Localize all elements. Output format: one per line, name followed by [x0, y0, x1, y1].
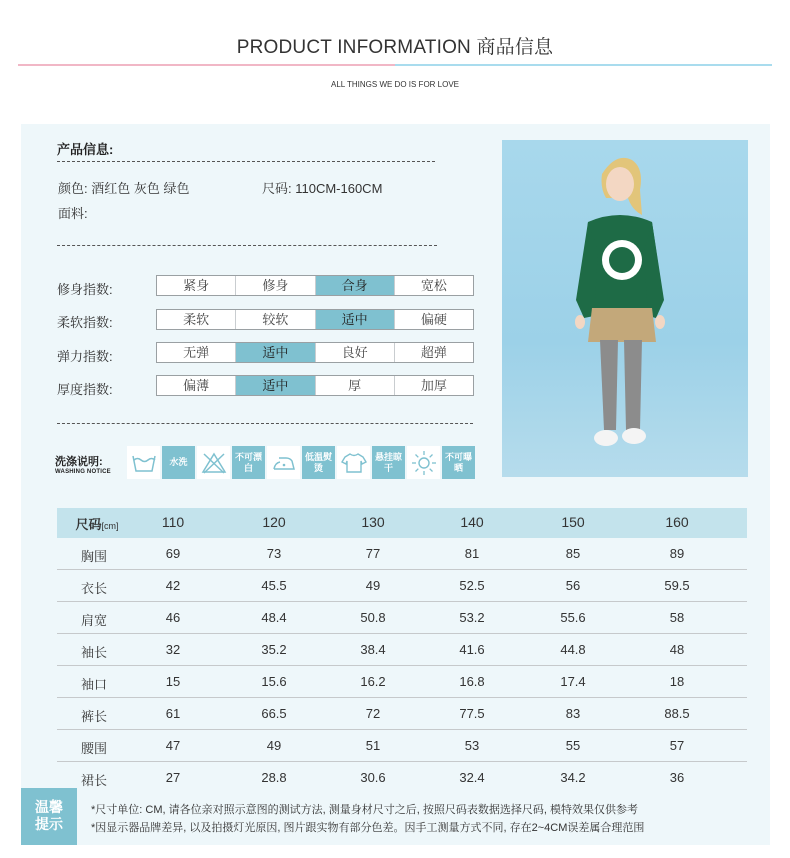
elasticity-index-scale — [156, 342, 474, 363]
table-row — [57, 538, 747, 570]
table-cell: 58 — [669, 610, 685, 625]
fit-index-scale — [156, 275, 474, 296]
wash-label: 低温熨烫 — [302, 446, 335, 479]
table-cell: 72 — [365, 706, 381, 721]
table-cell: 59.5 — [664, 578, 690, 593]
size-header-cell: 120 — [262, 514, 286, 530]
table-cell: 81 — [464, 546, 480, 561]
thickness-index-scale — [156, 375, 474, 396]
notice-badge — [21, 788, 77, 845]
table-row — [57, 602, 747, 634]
table-cell: 53.2 — [459, 610, 485, 625]
softness-index-scale — [156, 309, 474, 330]
table-row — [57, 666, 747, 698]
wash-label: 悬挂晾干 — [372, 446, 405, 479]
table-cell: 46 — [165, 610, 181, 625]
table-cell: 53 — [464, 738, 480, 753]
table-cell: 32.4 — [459, 770, 485, 785]
size-header-cell: 160 — [665, 514, 689, 530]
notice-text-1: *尺寸单位: CM, 请各位亲对照示意图的测试方法, 测量身材尺寸之后, 按照尺码表数据选择尺码, 模特效果仅供参考 — [91, 804, 638, 816]
table-cell: 17.4 — [560, 674, 586, 689]
table-cell: 73 — [266, 546, 282, 561]
table-cell: 34.2 — [560, 770, 586, 785]
divider — [57, 423, 473, 424]
size-header-cell: 130 — [361, 514, 385, 530]
notice-title-line2: 提示 — [35, 816, 63, 832]
row-label: 裙长 — [80, 773, 107, 788]
index-option-selected: 适中 — [236, 376, 315, 395]
index-option-selected: 合身 — [316, 276, 395, 295]
table-row — [57, 730, 747, 762]
table-cell: 47 — [165, 738, 181, 753]
table-cell: 27 — [165, 770, 181, 785]
index-option: 柔软 — [157, 310, 236, 329]
washing-icons — [127, 446, 475, 479]
table-cell: 16.2 — [360, 674, 386, 689]
table-cell: 55.6 — [560, 610, 586, 625]
table-cell: 66.5 — [261, 706, 287, 721]
table-cell: 49 — [266, 738, 282, 753]
table-row — [57, 762, 747, 794]
table-cell: 48 — [669, 642, 685, 657]
table-cell: 35.2 — [261, 642, 287, 657]
table-cell: 41.6 — [459, 642, 485, 657]
row-label: 裤长 — [80, 709, 107, 724]
low-temp-iron-icon — [267, 446, 300, 479]
index-option-selected: 适中 — [236, 343, 315, 362]
notice-title-line1: 温馨 — [35, 799, 63, 815]
size-header-cell: 140 — [460, 514, 484, 530]
table-cell: 52.5 — [459, 578, 485, 593]
table-cell: 44.8 — [560, 642, 586, 657]
index-option: 偏薄 — [157, 376, 236, 395]
table-cell: 55 — [565, 738, 581, 753]
table-cell: 32 — [165, 642, 181, 657]
notice-text-2: *因显示器品牌差异, 以及拍摄灯光原因, 图片跟实物有部分色差。因手工测量方式不同, 存在2~4CM误差属合理范围 — [91, 822, 645, 834]
index-option: 无弹 — [157, 343, 236, 362]
table-row — [57, 570, 747, 602]
size-table-header — [57, 508, 747, 538]
row-label: 袖长 — [80, 645, 107, 660]
size-header-cell: 110 — [161, 514, 185, 530]
table-row — [57, 634, 747, 666]
hang-dry-icon — [337, 446, 370, 479]
index-option: 修身 — [236, 276, 315, 295]
index-option: 宽松 — [420, 278, 447, 293]
table-cell: 28.8 — [261, 770, 287, 785]
product-info-title: 产品信息: — [57, 142, 114, 157]
table-cell: 56 — [565, 578, 581, 593]
product-color: 颜色: 酒红色 灰色 绿色 — [58, 181, 190, 196]
softness-index-label: 柔软指数: — [57, 315, 113, 330]
row-label: 腰围 — [80, 741, 107, 756]
table-cell: 30.6 — [360, 770, 386, 785]
thickness-index-label: 厚度指数: — [57, 382, 113, 397]
table-row — [57, 698, 747, 730]
header-divider-pink — [18, 64, 395, 66]
table-cell: 36 — [669, 770, 685, 785]
divider — [57, 161, 435, 162]
header-divider-blue — [395, 64, 772, 66]
no-sun-icon — [407, 446, 440, 479]
row-label: 袖口 — [80, 677, 107, 692]
product-fabric: 面料: — [58, 206, 88, 221]
model-photo — [502, 140, 748, 477]
index-option-selected: 适中 — [316, 310, 395, 329]
table-cell: 15.6 — [261, 674, 287, 689]
index-option: 良好 — [316, 343, 395, 362]
wash-label: 不可漂白 — [232, 446, 265, 479]
table-cell: 57 — [669, 738, 685, 753]
table-cell: 49 — [365, 578, 381, 593]
table-cell: 89 — [669, 546, 685, 561]
no-bleach-icon — [197, 446, 230, 479]
index-option: 超弹 — [420, 345, 447, 360]
table-cell: 61 — [165, 706, 181, 721]
table-cell: 18 — [669, 674, 685, 689]
table-cell: 38.4 — [360, 642, 386, 657]
index-option: 偏硬 — [420, 312, 447, 327]
table-cell: 77 — [365, 546, 381, 561]
divider — [57, 245, 437, 246]
product-size: 尺码: 110CM-160CM — [262, 181, 383, 196]
index-option: 紧身 — [157, 276, 236, 295]
row-label: 肩宽 — [80, 613, 107, 628]
table-cell: 45.5 — [261, 578, 287, 593]
index-option: 加厚 — [420, 378, 447, 393]
page-title: PRODUCT INFORMATION 商品信息 — [236, 37, 554, 58]
wash-tub-icon — [127, 446, 160, 479]
table-cell: 16.8 — [459, 674, 485, 689]
table-cell: 48.4 — [261, 610, 287, 625]
table-cell: 88.5 — [664, 706, 690, 721]
table-cell: 77.5 — [459, 706, 485, 721]
size-header-label: 尺码[cm] — [75, 517, 119, 532]
wash-label: 不可曝晒 — [442, 446, 475, 479]
elasticity-index-label: 弹力指数: — [57, 349, 113, 364]
page-subtitle: ALL THINGS WE DO IS FOR LOVE — [330, 80, 460, 89]
table-cell: 69 — [165, 546, 181, 561]
washing-title: 洗涤说明: — [55, 456, 103, 468]
wash-label: 水洗 — [162, 446, 195, 479]
table-cell: 42 — [165, 578, 181, 593]
size-header-cell: 150 — [561, 514, 585, 530]
table-cell: 15 — [165, 674, 181, 689]
row-label: 胸围 — [80, 549, 107, 564]
table-cell: 83 — [565, 706, 581, 721]
washing-subtitle: WASHING NOTICE — [55, 469, 111, 475]
index-option: 厚 — [316, 376, 395, 395]
table-cell: 85 — [565, 546, 581, 561]
row-label: 衣长 — [80, 581, 107, 596]
table-cell: 51 — [365, 738, 381, 753]
fit-index-label: 修身指数: — [57, 282, 113, 297]
index-option: 较软 — [236, 310, 315, 329]
table-cell: 50.8 — [360, 610, 386, 625]
